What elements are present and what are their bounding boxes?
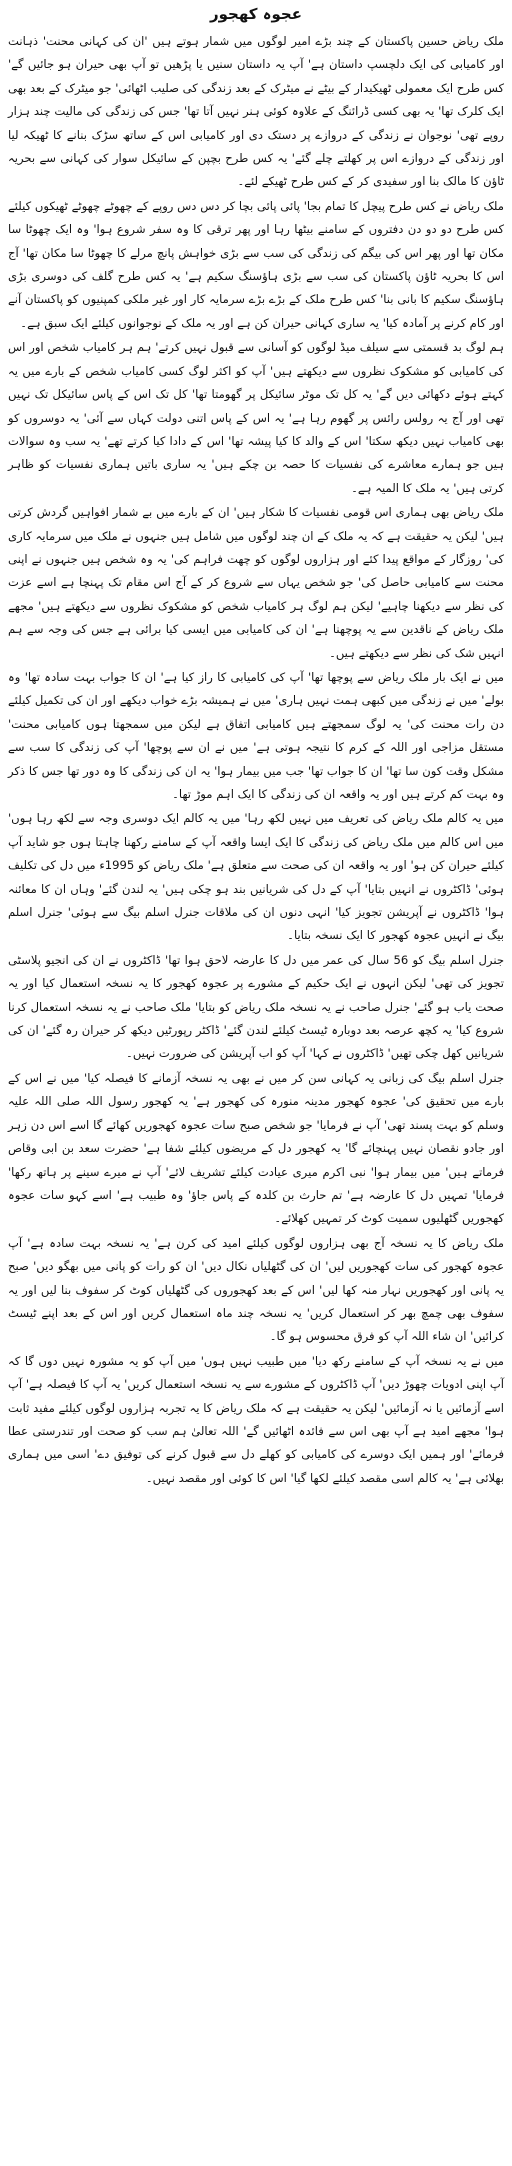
paragraph: ہم لوگ بد قسمتی سے سیلف میڈ لوگوں کو آسانی سے قبول نہیں کرتے' ہم ہر کامیاب شخص اور اس کی کامیابی کو مشکوک نظروں سے دیکھتے ہیں' آپ کو اکثر لوگ کسی کامیاب شخص کے بارے میں یہ کہتے ہوئے دکھائی دیں گے' یہ کل تک موٹر سائیکل پر گھومتا تھا' کل تک اس کے پاس سائیکل تک نہیں تھی اور آج یہ رولس رائس پر گھوم رہا ہے' یہ اس کے پاس اتنی دولت کہاں سے آئی' یہ دوسروں کو بھی کامیاب نہیں دیکھ سکتا' اس کے والد کا کیا پیشہ تھا' اس کے دادا کیا کرتے تھے' یہ سب وہ سوالات ہیں جو ہمارے معاشرے کی نفسیات کا حصہ بن چکے ہیں' یہ ساری باتیں ہماری نفسیات کو ظاہر کرتی ہیں' یہ ملک کا المیہ ہے۔ bbox=[8, 340, 504, 495]
paragraph: ملک ریاض کا یہ نسخہ آج بھی ہزاروں لوگوں کیلئے امید کی کرن ہے' یہ نسخہ بہت سادہ ہے' آپ عجوہ کھجور کی سات کھجوریں لیں' ان کی گٹھلیاں نکال دیں' ان کو رات کو پانی میں بھگو دیں' صبح یہ پانی اور کھجوریں نہار منہ کھا لیں' اس کے بعد کھجوروں کی گٹھلیاں کوٹ کر سفوف بنا لیں اور یہ سفوف بھی چمچ بھر کر استعمال کریں' یہ نسخہ چند ماہ استعمال کریں اور اس کے بعد اپنے ٹیسٹ کرائیں' ان شاء اللہ آپ کو فرق محسوس ہو گا۔ bbox=[8, 1235, 504, 1344]
paragraph: جنرل اسلم بیگ کی زبانی یہ کہانی سن کر میں نے بھی یہ نسخہ آزمانے کا فیصلہ کیا' میں نے اس کے بارے میں تحقیق کی' عجوہ کھجور مدینہ منورہ کی کھجور ہے' یہ کھجور رسول اللہ صلی اللہ علیہ وسلم کو بہت پسند تھی' آپ نے فرمایا' جو شخص صبح سات عجوہ کھجوریں کھائے گا اسے اس دن زہر اور جادو نقصان نہیں پہنچائے گا' یہ کھجور دل کے مریضوں کیلئے شفا ہے' حضرت سعد بن ابی وقاص فرماتے ہیں' میں بیمار ہوا' نبی اکرم میری عیادت کیلئے تشریف لائے' آپ نے میرے سینے پر ہاتھ رکھا' فرمایا' تمہیں دل کا عارضہ ہے' تم حارث بن کلدہ کے پاس جاؤ' وہ طبیب ہے' اسے کہو سات عجوہ کھجوریں گٹھلیوں سمیت کوٹ کر تمہیں کھلائے۔ bbox=[8, 1070, 504, 1226]
column-title: عجوہ کھجور bbox=[210, 5, 302, 23]
paragraph: جنرل اسلم بیگ کو 56 سال کی عمر میں دل کا عارضہ لاحق ہوا تھا' ڈاکٹروں نے ان کی انجیو پلاسٹی تجویز کی تھی' لیکن انہوں نے ایک حکیم کے مشورے پر عجوہ کھجور کا یہ نسخہ استعمال کیا اور یہ صحت یاب ہو گئے' جنرل صاحب نے یہ نسخہ ملک ریاض کو بتایا' ملک صاحب نے یہ نسخہ استعمال کرنا شروع کیا' یہ کچھ عرصہ بعد دوبارہ ٹیسٹ کیلئے لندن گئے' ڈاکٹر رپورٹیں دیکھ کر حیران رہ گئے' ان کی شریانیں کھل چکی تھیں' ڈاکٹروں نے کہا' آپ کو اب آپریشن کی ضرورت نہیں۔ bbox=[8, 952, 504, 1061]
paragraph: ملک ریاض بھی ہماری اس قومی نفسیات کا شکار ہیں' ان کے بارے میں بے شمار افواہیں گردش کرتی ہیں' لیکن یہ حقیقت ہے کہ یہ ملک کے ان چند لوگوں میں شامل ہیں جنہوں نے ملک میں سرمایہ کاری کی' روزگار کے مواقع پیدا کئے اور ہزاروں لوگوں کو چھت فراہم کی' یہ وہ شخص ہیں جنہوں نے اپنی محنت سے کامیابی حاصل کی' جو شخص یہاں سے شروع کر کے آج اس مقام تک پہنچا ہے اسے عزت کی نظر سے دیکھنا چاہیے' لیکن ہم لوگ ہر کامیاب شخص کو مشکوک نظروں سے دیکھتے ہیں' مجھے ملک ریاض کے ناقدین سے یہ پوچھنا ہے' ان کی کامیابی میں ایسی کیا برائی ہے جس کی وجہ سے ہم انہیں شک کی نظر سے دیکھتے ہیں۔ bbox=[8, 505, 504, 660]
paragraph: ملک ریاض حسین پاکستان کے چند بڑے امیر لوگوں میں شمار ہوتے ہیں 'ان کی کہانی محنت' ذہانت اور کامیابی کی ایک دلچسپ داستان ہے' آپ یہ داستان سنیں یا پڑھیں تو آپ بھی حیران ہو جائیں گے' کس طرح ایک معمولی ٹھیکیدار کے بیٹے نے میٹرک کے بعد زندگی کی صلیب اٹھائی' جو میٹرک کے بعد بھی ایک کلرک تھا' یہ بھی کسی ڈرائنگ کے علاوہ کوئی ہنر نہیں آتا تھا' جس کی زندگی کی مالیت چند ہزار روپے تھی' نوجوان نے زندگی کے دروازے پر دستک دی اور کامیابی اس کے ساتھ سڑک بنانے کا ٹھیکہ لیا اور زندگی کے دروازے اس پر کھلتے چلے گئے' یہ کس طرح بچپن کے سائیکل سوار کی کہانی سے بحریہ ٹاؤن کا مالک بنا اور سفیدی کر کے کس طرح ٹھیکے لئے۔ bbox=[8, 34, 504, 189]
paragraph: میں نے یہ نسخہ آپ کے سامنے رکھ دیا' میں طبیب نہیں ہوں' میں آپ کو یہ مشورہ نہیں دوں گا کہ آپ اپنی ادویات چھوڑ دیں' آپ ڈاکٹروں کے مشورے سے یہ نسخہ استعمال کریں' یہ آپ کا فیصلہ ہے' آپ اسے آزمائیں یا نہ آزمائیں' لیکن یہ حقیقت ہے کہ ملک ریاض کا یہ تجربہ ہزاروں لوگوں کیلئے مفید ثابت ہوا' مجھے امید ہے آپ بھی اس سے فائدہ اٹھائیں گے' اللہ تعالیٰ ہم سب کو صحت اور تندرستی عطا فرمائے' اور ہمیں ایک دوسرے کی کامیابی کو کھلے دل سے قبول کرنے کی توفیق دے' اسی میں ہماری بھلائی ہے' یہ کالم اسی مقصد کیلئے لکھا گیا' اس کا کوئی اور مقصد نہیں۔ bbox=[8, 1353, 504, 1485]
column-body bbox=[8, 30, 504, 1490]
paragraph: ملک ریاض نے کس طرح پیچل کا تمام بجا' پائی پائی بچا کر دس دس روپے کے چھوٹے چھوٹے ٹھیکوں کیلئے کس طرح دو دو دن دفتروں کے سامنے بیٹھا رہا اور پھر ترقی کا وہ سفر شروع ہوا' وہ ایک چھوٹا سا مکان تھا اور پھر اس کی بیگم کی زندگی کی سب سے بڑی خواہش پانچ مرلے کا چھوٹا سا مکان تھا' آج اس کا بحریہ ٹاؤن پاکستان کی سب سے بڑی ہاؤسنگ سکیم ہے' یہ کس طرح گلف کی دوسری بڑی ہاؤسنگ سکیم کا بانی بنا' کس طرح ملک کے بڑے بڑے سرمایہ کار اور غیر ملکی کمپنیوں کو پاکستان آنے اور کام کرنے پر آمادہ کیا' یہ ساری کہانی حیران کن ہے اور یہ ملک کے نوجوانوں کیلئے ایک سبق ہے۔ bbox=[8, 198, 504, 330]
paragraph: میں یہ کالم ملک ریاض کی تعریف میں نہیں لکھ رہا' میں یہ کالم ایک دوسری وجہ سے لکھ رہا ہوں' میں اس کالم میں ملک ریاض کی زندگی کا ایک ایسا واقعہ آپ کے سامنے رکھنا چاہتا ہوں جو شاید آپ کیلئے حیران کن ہو' اور یہ واقعہ ان کی صحت سے متعلق ہے' ملک ریاض کو 1995ء میں دل کی تکلیف ہوئی' ڈاکٹروں نے انہیں بتایا' آپ کے دل کی شریانیں بند ہو چکی ہیں' یہ لندن گئے' وہاں ان کا معائنہ ہوا' ڈاکٹروں نے آپریشن تجویز کیا' انہی دنوں ان کی ملاقات جنرل اسلم بیگ سے ہوئی' جنرل اسلم بیگ نے انہیں عجوہ کھجور کا ایک نسخہ بتایا۔ bbox=[8, 811, 504, 943]
paragraph: میں نے ایک بار ملک ریاض سے پوچھا تھا' آپ کی کامیابی کا راز کیا ہے' ان کا جواب بہت سادہ تھا' وہ بولے' میں نے زندگی میں کبھی ہمت نہیں ہاری' میں نے ہمیشہ بڑے خواب دیکھے اور ان کی تکمیل کیلئے دن رات محنت کی' یہ لوگ سمجھتے ہیں کامیابی اتفاق ہے لیکن میں سمجھتا ہوں کامیابی محنت' مستقل مزاجی اور اللہ کے کرم کا نتیجہ ہوتی ہے' میں نے ان سے پوچھا' آپ کی زندگی کا سب سے مشکل وقت کون سا تھا' ان کا جواب تھا' جب میں بیمار ہوا' یہ ان کی زندگی کا وہ دور تھا جس کا ذکر وہ بہت کم کرتے ہیں اور یہ واقعہ ان کی زندگی کا ایک اہم موڑ تھا۔ bbox=[8, 669, 504, 801]
